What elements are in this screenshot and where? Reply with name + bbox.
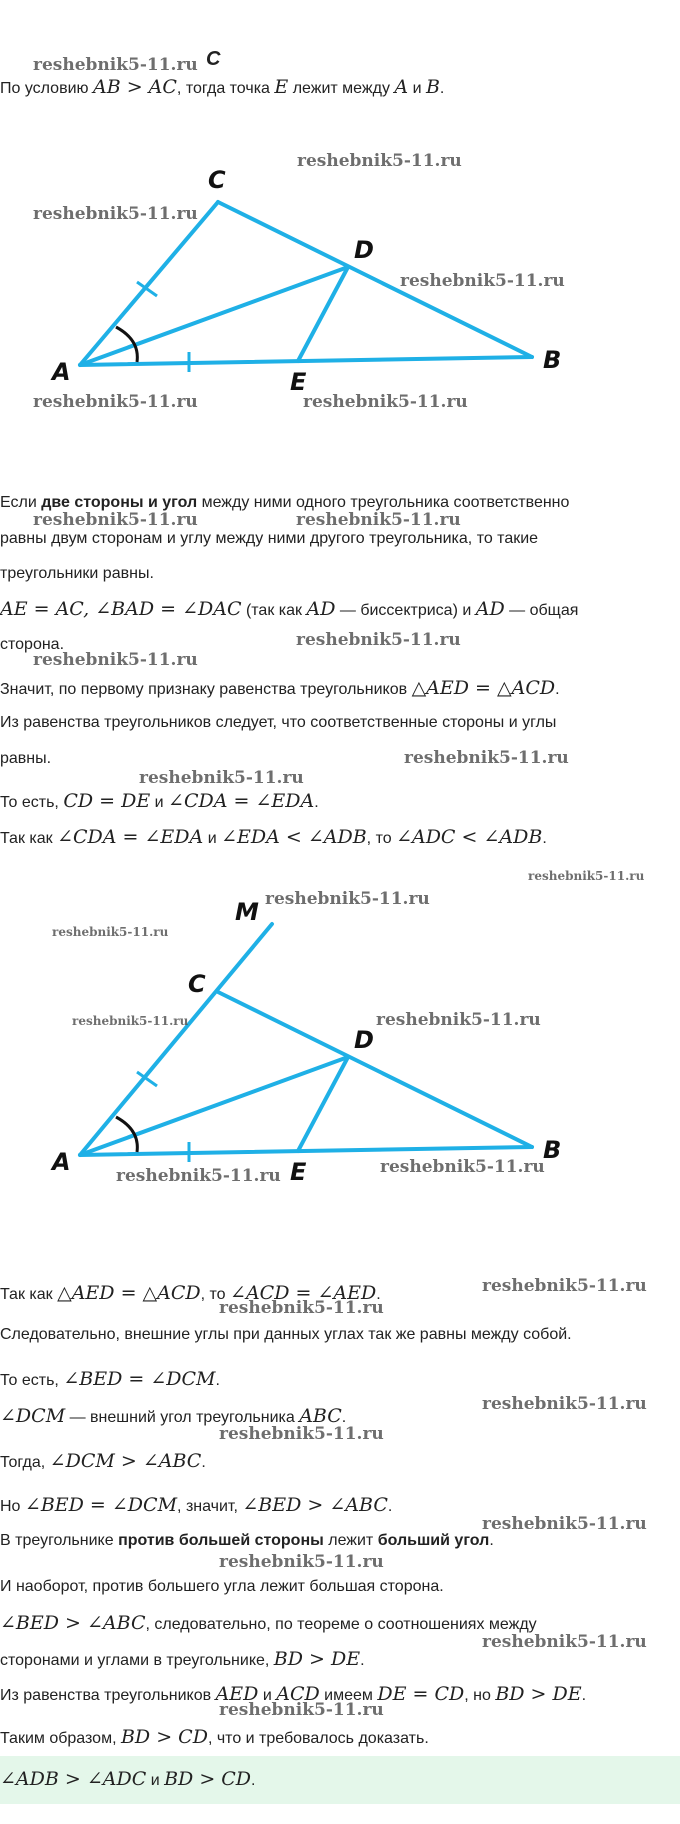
label-D: D (354, 1026, 374, 1054)
side-AB (80, 1147, 532, 1155)
watermark: reshebnik5-11.ru (376, 1010, 541, 1030)
label-B: B (543, 346, 562, 374)
label-M: M (235, 898, 259, 926)
watermark: reshebnik5-11.ru (265, 889, 430, 909)
text-line-12: Так как △AED = △ACD, то ∠ACD = ∠AED. (0, 1282, 381, 1304)
watermark: reshebnik5-11.ru (52, 925, 169, 939)
angle-arc (116, 327, 137, 362)
text-line-4: треугольники равны. (0, 565, 154, 582)
answer-text: ∠ADB > ∠ADC и BD > CD. (0, 1768, 256, 1790)
text-line-19: И наоборот, против большего угла лежит большая сторона. (0, 1578, 444, 1595)
watermark: reshebnik5-11.ru (380, 1157, 545, 1177)
text-line-13: Следовательно, внешние углы при данных углах так же равны между собой. (0, 1326, 572, 1343)
watermark: reshebnik5-11.ru (404, 748, 569, 768)
text-line-18: В треугольнике против большей стороны лежит больший угол. (0, 1532, 494, 1549)
label-B: B (543, 1136, 562, 1164)
text-line-6: сторона. (0, 636, 65, 653)
watermark: reshebnik5-11.ru (33, 510, 198, 530)
label-C: C (208, 166, 226, 194)
watermark: reshebnik5-11.ru (303, 392, 468, 412)
watermark: reshebnik5-11.ru (482, 1632, 647, 1652)
label-E: E (290, 1158, 307, 1180)
side-AB (80, 357, 532, 365)
text-line-20: ∠BED > ∠ABC, следовательно, по теореме о соотношениях между (0, 1612, 537, 1634)
clipped-label: C (206, 48, 221, 70)
watermark: reshebnik5-11.ru (482, 1394, 647, 1414)
text-line-17: Но ∠BED = ∠DCM, значит, ∠BED > ∠ABC. (0, 1494, 393, 1516)
watermark: reshebnik5-11.ru (219, 1298, 384, 1318)
answer-box (0, 1756, 680, 1804)
watermark: reshebnik5-11.ru (116, 1166, 281, 1186)
watermark: reshebnik5-11.ru (296, 630, 461, 650)
text-line-2: Если две стороны и угол между ними одного треугольника соответственно (0, 494, 570, 511)
watermark: reshebnik5-11.ru (482, 1514, 647, 1534)
text-line-9: равны. (0, 750, 52, 767)
label-A: A (52, 1148, 71, 1176)
watermark: reshebnik5-11.ru (528, 869, 645, 883)
watermark: reshebnik5-11.ru (33, 650, 198, 670)
text-line-16: Тогда, ∠DCM > ∠ABC. (0, 1450, 206, 1472)
watermark: reshebnik5-11.ru (33, 392, 198, 412)
label-D: D (354, 236, 374, 264)
watermark: reshebnik5-11.ru (400, 271, 565, 291)
watermark: reshebnik5-11.ru (139, 768, 304, 788)
watermark: reshebnik5-11.ru (219, 1700, 384, 1720)
watermark: reshebnik5-11.ru (219, 1424, 384, 1444)
text-line-5: AE = AC, ∠BAD = ∠DAC (так как AD — биссектриса) и AD — общая (0, 598, 579, 620)
label-A: A (52, 358, 71, 386)
text-line-15: ∠DCM — внешний угол треугольника ABC. (0, 1405, 347, 1427)
watermark: reshebnik5-11.ru (296, 510, 461, 530)
label-E: E (290, 368, 307, 396)
text-line-21: сторонами и углами в треугольнике, BD > DE. (0, 1648, 365, 1670)
watermark: reshebnik5-11.ru (219, 1552, 384, 1572)
watermark: reshebnik5-11.ru (33, 204, 198, 224)
watermark: reshebnik5-11.ru (482, 1276, 647, 1296)
text-line-8: Из равенства треугольников следует, что соответственные стороны и углы (0, 714, 557, 731)
text-line-11: Так как ∠CDA = ∠EDA и ∠EDA < ∠ADB, то ∠ADC < ∠ADB. (0, 826, 547, 848)
watermark: reshebnik5-11.ru (33, 55, 198, 75)
label-C: C (188, 970, 206, 998)
watermark: reshebnik5-11.ru (297, 151, 462, 171)
text-line-1: По условию AB > AC, тогда точка E лежит между A и B. (0, 76, 445, 98)
text-line-14: То есть, ∠BED = ∠DCM. (0, 1368, 220, 1390)
text-line-22: Из равенства треугольников AED и ACD имеем DE = CD, но BD > DE. (0, 1683, 587, 1705)
text-line-7: Значит, по первому признаку равенства треугольников △AED = △ACD. (0, 677, 560, 699)
text-line-23: Таким образом, BD > CD, что и требовалось доказать. (0, 1726, 429, 1748)
angle-arc (116, 1117, 137, 1152)
text-line-10: То есть, CD = DE и ∠CDA = ∠EDA. (0, 790, 319, 812)
watermark: reshebnik5-11.ru (72, 1014, 189, 1028)
text-line-3: равны двум сторонам и углу между ними другого треугольника, то такие (0, 530, 539, 547)
